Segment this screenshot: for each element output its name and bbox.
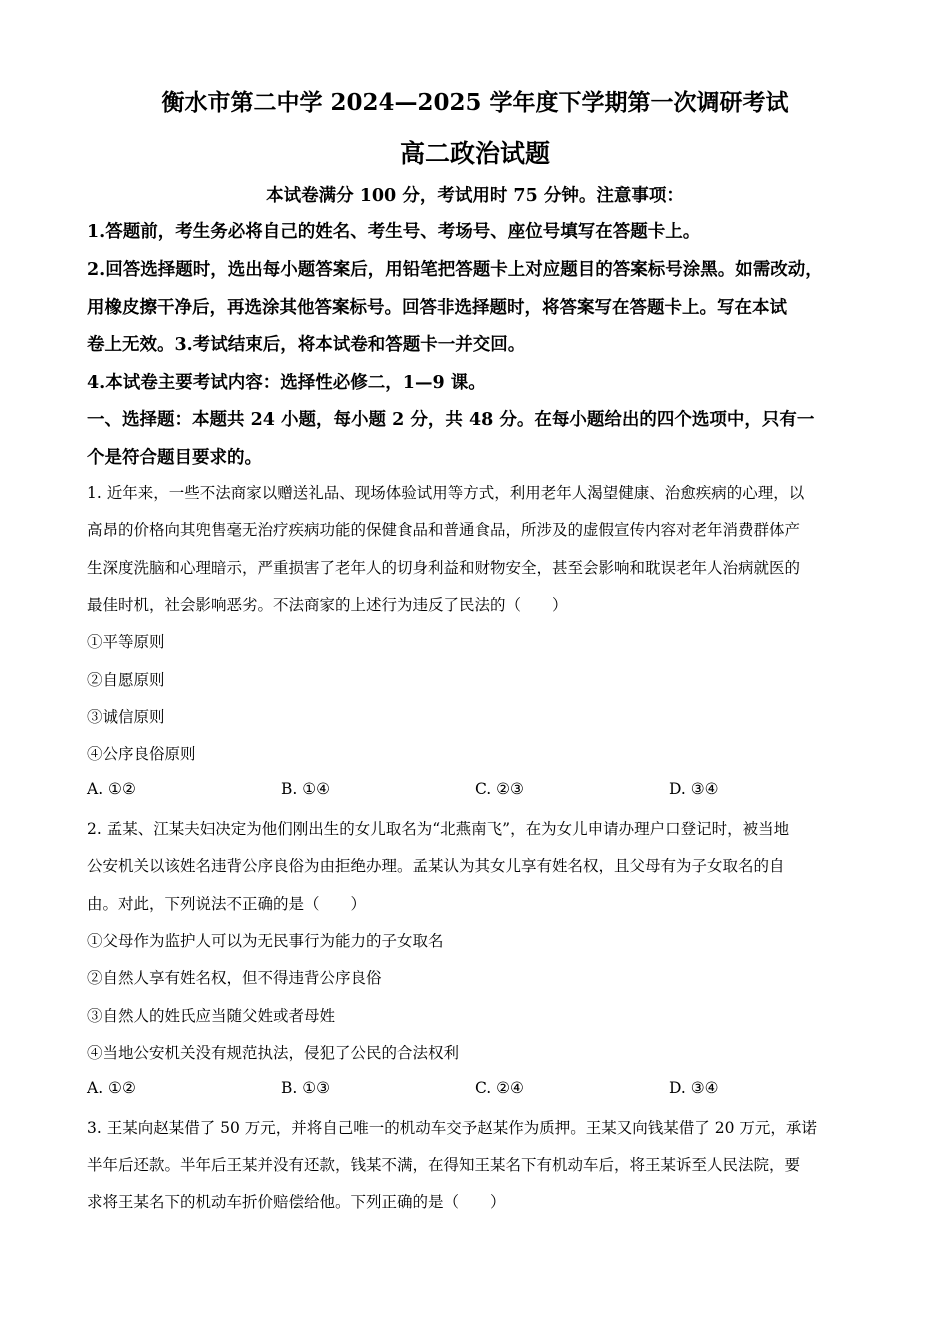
notice-intro: 本试卷满分 100 分，考试用时 75 分钟。注意事项：	[266, 186, 684, 206]
q1-item-2: ②自愿原则	[87, 671, 165, 689]
notice-item-1: 1.答题前，考生务必将自己的姓名、考生号、考场号、座位号填写在答题卡上。	[87, 222, 701, 242]
q1-stem-line-1: 1. 近年来，一些不法商家以赠送礼品、现场体验试用等方式，利用老年人渴望健康、治愈疾病的心理，以	[87, 484, 805, 502]
q2-stem-line-2: 公安机关以该姓名违背公序良俗为由拒绝办理。孟某认为其女儿享有姓名权，且父母有为子女取名的自	[87, 857, 785, 875]
notice-item-2-line-3: 卷上无效。3.考试结束后，将本试卷和答题卡一并交回。	[87, 335, 526, 355]
q2-stem-line-1: 2. 孟某、江某夫妇决定为他们刚出生的女儿取名为“北燕南飞”，在为女儿申请办理户口登记时，被当地	[87, 820, 790, 838]
notice-item-2-line-1: 2.回答选择题时，选出每小题答案后，用铅笔把答题卡上对应题目的答案标号涂黑。如需改动，	[87, 260, 823, 280]
q2-option-c: C. ②④	[475, 1079, 524, 1097]
q1-item-1: ①平等原则	[87, 633, 165, 651]
q2-item-2: ②自然人享有姓名权，但不得违背公序良俗	[87, 969, 382, 987]
q2-item-4: ④当地公安机关没有规范执法，侵犯了公民的合法权利	[87, 1044, 460, 1062]
q2-option-d: D. ③④	[669, 1079, 719, 1097]
q1-stem-line-2: 高昂的价格向其兜售毫无治疗疾病功能的保健食品和普通食品，所涉及的虚假宣传内容对老年消费群体产	[87, 521, 801, 539]
exam-title: 衡水市第二中学 2024—2025 学年度下学期第一次调研考试	[161, 89, 789, 116]
q1-option-d: D. ③④	[669, 780, 719, 798]
q3-stem-line-3: 求将王某名下的机动车折价赔偿给他。下列正确的是（ ）	[87, 1193, 506, 1211]
exam-subtitle: 高二政治试题	[399, 139, 550, 168]
q1-option-a: A. ①②	[87, 780, 136, 798]
q1-stem-line-4: 最佳时机，社会影响恶劣。不法商家的上述行为违反了民法的（ ）	[87, 596, 568, 614]
q3-stem-line-1: 3. 王某向赵某借了 50 万元，并将自己唯一的机动车交予赵某作为质押。王某又向钱某借了 20 万元，承诺	[87, 1119, 817, 1137]
q2-item-3: ③自然人的姓氏应当随父姓或者母姓	[87, 1007, 336, 1025]
q2-option-a: A. ①②	[87, 1079, 136, 1097]
q1-item-3: ③诚信原则	[87, 708, 165, 726]
q2-stem-line-3: 由。对此，下列说法不正确的是（ ）	[87, 895, 367, 913]
section-heading-line-1: 一、选择题：本题共 24 小题，每小题 2 分，共 48 分。在每小题给出的四个选项中，只有一	[87, 410, 815, 430]
notice-item-4: 4.本试卷主要考试内容：选择性必修二，1—9 课。	[87, 373, 486, 393]
q2-item-1: ①父母作为监护人可以为无民事行为能力的子女取名	[87, 932, 444, 950]
notice-item-2-line-2: 用橡皮擦干净后，再选涂其他答案标号。回答非选择题时，将答案写在答题卡上。写在本试	[87, 298, 787, 318]
q1-option-c: C. ②③	[475, 780, 524, 798]
q1-item-4: ④公序良俗原则	[87, 745, 196, 763]
section-heading-line-2: 个是符合题目要求的。	[87, 448, 262, 468]
q1-option-b: B. ①④	[281, 780, 331, 798]
q3-stem-line-2: 半年后还款。半年后王某并没有还款，钱某不满，在得知王某名下有机动车后，将王某诉至人民法院，要	[87, 1156, 801, 1174]
q2-option-b: B. ①③	[281, 1079, 331, 1097]
q1-stem-line-3: 生深度洗脑和心理暗示，严重损害了老年人的切身利益和财物安全，甚至会影响和耽误老年人治病就医的	[87, 559, 801, 577]
